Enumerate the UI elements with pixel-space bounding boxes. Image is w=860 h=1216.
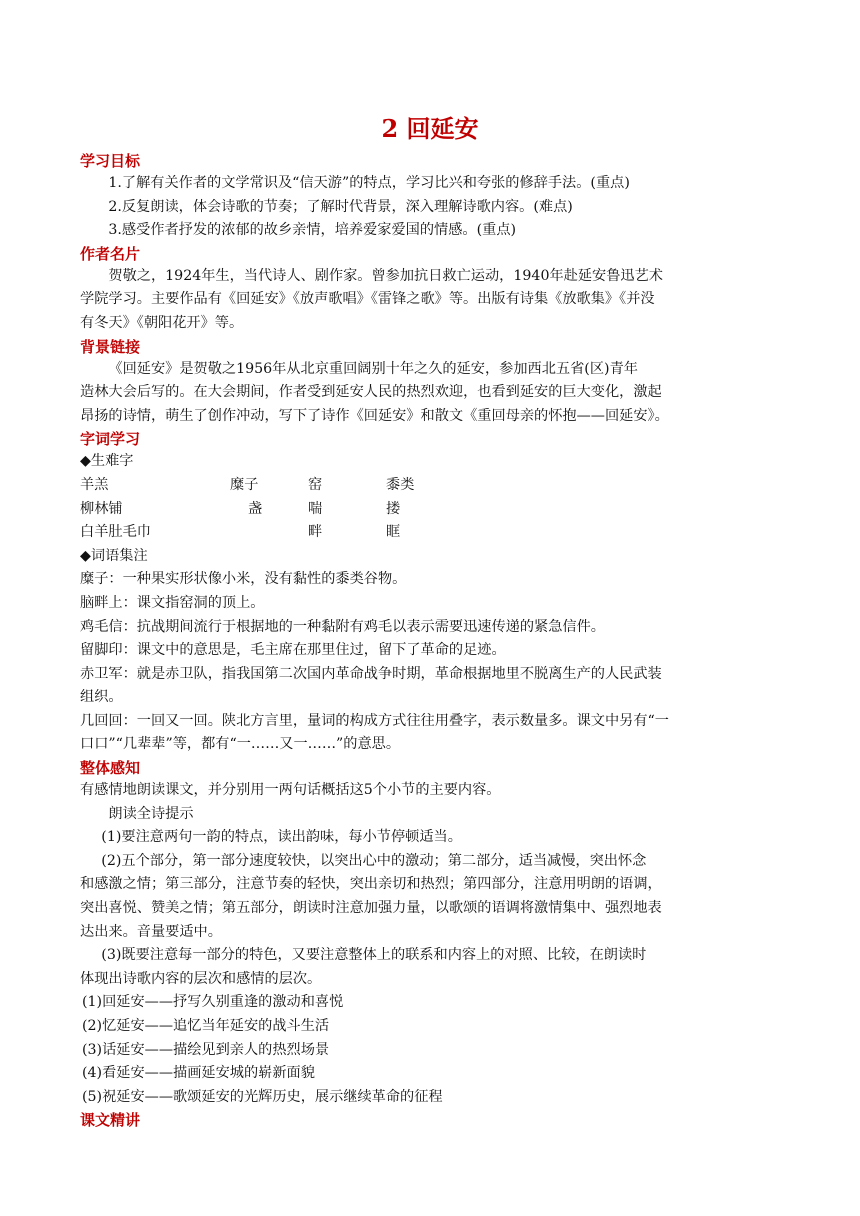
vocab-note: 组织。 (80, 689, 123, 706)
document-page (80, 112, 780, 1131)
reading-tips-title: 朗读全诗提示 (108, 805, 194, 822)
summary-item: (2)忆延安——追忆当年延安的战斗生活 (82, 1018, 330, 1034)
overall-intro: 有感情地朗读课文，并分别用一两句话概括这5个小节的主要内容。 (80, 782, 501, 799)
page-title: 2 回延安 (381, 114, 479, 143)
section-heading-author: 作者名片 (80, 244, 141, 263)
goal-item: 3.感受作者抒发的浓郁的故乡亲情，培养爱家爱国的情感。(重点) (108, 222, 517, 239)
vocab-word: 糜子 (230, 476, 259, 493)
vocab-word: 黍类 (386, 476, 415, 493)
vocab-note: 糜子：一种果实形状像小米，没有黏性的黍类谷物。 (80, 571, 407, 588)
summary-item: (3)话延安——描绘见到亲人的热烈场景 (82, 1041, 330, 1058)
vocab-word: 窑 (308, 476, 323, 493)
section-heading-goals: 学习目标 (80, 152, 141, 170)
vocab-word: 羊羔 (80, 476, 109, 493)
vocab-word: 盏 (248, 500, 263, 517)
author-text-line: 有冬天》《朝阳花开》等。 (80, 314, 244, 331)
vocab-word: 畔 (308, 524, 323, 541)
vocab-note: 鸡毛信：抗战期间流行于根据地的一种黏附有鸡毛以表示需要迅速传递的紧急信件。 (80, 618, 605, 635)
background-text-line: 昂扬的诗情，萌生了创作冲动，写下了诗作《回延安》和散文《重回母亲的怀抱——回延安》。 (80, 407, 669, 424)
vocab-note: 口口”“几辈辈”等，都有“一……又一……”的意思。 (80, 736, 401, 753)
vocab-subheading: ◆词语集注 (80, 547, 148, 564)
goal-item: 2.反复朗读，体会诗歌的节奏；了解时代背景，深入理解诗歌内容。(难点) (108, 198, 573, 215)
reading-tip-line: 达出来。音量要适中。 (80, 923, 222, 940)
vocab-word: 眶 (386, 524, 401, 541)
vocab-note: 几回回：一回又一回。陕北方言里，量词的构成方式往往用叠字，表示数量多。课文中另有“一 (80, 712, 669, 729)
vocab-row (80, 498, 780, 522)
goal-item: 1.了解有关作者的文学常识及“信天游”的特点，学习比兴和夸张的修辞手法。(重点) (108, 175, 630, 191)
vocab-note: 赤卫军：就是赤卫队，指我国第二次国内革命战争时期，革命根据地里不脱离生产的人民武装 (80, 665, 662, 682)
vocab-note: 留脚印：课文中的意思是，毛主席在那里住过，留下了革命的足迹。 (80, 642, 506, 659)
summary-item: (1)回延安——抒写久别重逢的激动和喜悦 (82, 994, 344, 1011)
section-heading-vocab: 字词学习 (80, 430, 141, 449)
vocab-word: 喘 (308, 500, 323, 517)
section-heading-overall: 整体感知 (80, 759, 141, 778)
section-heading-lecture: 课文精讲 (80, 1111, 141, 1130)
reading-tip-line: (1)要注意两句一韵的特点，读出韵味，每小节停顿适当。 (101, 829, 462, 846)
reading-tip-line: (3)既要注意每一部分的特色，又要注意整体上的联系和内容上的对照、比较，在朗读时 (101, 947, 647, 964)
author-text-line: 学院学习。主要作品有《回延安》《放声歌唱》《雷锋之歌》等。出版有诗集《放歌集》《并没 (80, 291, 655, 308)
vocab-word: 柳林铺 (80, 500, 123, 517)
summary-item: (4)看延安——描画延安城的崭新面貌 (82, 1065, 315, 1082)
background-text-line: 《回延安》是贺敬之1956年从北京重回阔别十年之久的延安，参加西北五省(区)青年 (108, 360, 638, 377)
author-text-line: 贺敬之，1924年生，当代诗人、剧作家。曾参加抗日救亡运动，1940年赴延安鲁迅艺术 (108, 267, 663, 284)
reading-tip-line: 突出喜悦、赞美之情；第五部分，朗读时注意加强力量，以歌颂的语调将激情集中、强烈地表 (80, 900, 662, 917)
reading-tip-line: 体现出诗歌内容的层次和感情的层次。 (80, 970, 322, 987)
section-heading-background: 背景链接 (80, 337, 141, 356)
summary-item: (5)祝延安——歌颂延安的光辉历史，展示继续革命的征程 (82, 1088, 443, 1105)
vocab-row (80, 521, 780, 545)
reading-tip-line: (2)五个部分，第一部分速度较快，以突出心中的激动；第二部分，适当减慢，突出怀念 (101, 852, 647, 869)
vocab-word: 搂 (386, 500, 401, 517)
reading-tip-line: 和感激之情；第三部分，注意节奏的轻快，突出亲切和热烈；第四部分，注意用明朗的语调， (80, 876, 662, 893)
vocab-subheading: ◆生难字 (80, 453, 134, 470)
background-text-line: 造林大会后写的。在大会期间，作者受到延安人民的热烈欢迎，也看到延安的巨大变化，激起 (80, 384, 662, 401)
vocab-word: 白羊肚毛巾 (80, 524, 151, 541)
vocab-row (80, 474, 780, 498)
vocab-note: 脑畔上：课文指窑洞的顶上。 (80, 594, 265, 611)
